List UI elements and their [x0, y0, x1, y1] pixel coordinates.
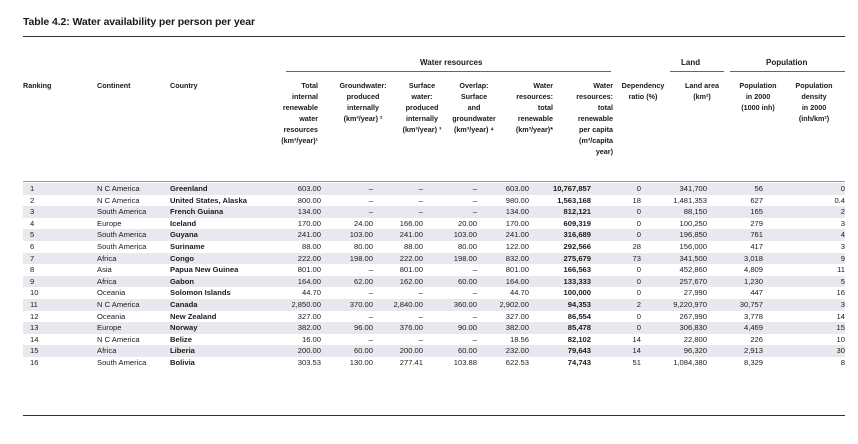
cell-dependency: 0 [591, 276, 641, 288]
header-dependency: Dependency ratio (%) [621, 81, 665, 101]
cell-country: Solomon Islands [170, 288, 231, 298]
cell-population-density: 10 [836, 334, 845, 344]
cell-continent: Europe [97, 218, 122, 228]
cell-population-density: 4 [763, 229, 845, 241]
cell-dependency: 0 [636, 311, 641, 321]
cell-total-internal: 16.00 [301, 334, 321, 344]
cell-population-2000: 627 [750, 195, 763, 205]
cell-ranking: 9 [23, 276, 97, 288]
cell-water-total: 44.70 [509, 288, 529, 298]
cell-dependency: 14 [591, 345, 641, 357]
cell-water-total: 327.00 [505, 311, 529, 321]
cell-population-2000: 4,809 [743, 265, 763, 275]
bottom-rule [23, 415, 845, 416]
cell-country: Iceland [170, 218, 197, 228]
table-row [23, 345, 845, 357]
cell-overlap: – [472, 334, 477, 344]
cell-continent: South America [97, 206, 170, 218]
cell-water-total: 241.00 [477, 229, 529, 241]
cell-ranking: 13 [23, 322, 97, 334]
cell-per-capita: 79,643 [529, 345, 591, 357]
cell-continent: Asia [97, 265, 112, 275]
cell-surface: 222.00 [373, 253, 423, 265]
cell-population-2000: 279 [750, 218, 763, 228]
cell-population-density: 16 [836, 288, 845, 298]
cell-total-internal: 327.00 [297, 311, 321, 321]
cell-continent: Africa [97, 345, 170, 357]
cell-country: Liberia [170, 345, 281, 357]
cell-ranking: 10 [30, 288, 39, 298]
cell-population-density: 11 [837, 265, 845, 275]
cell-surface: 277.41 [399, 357, 423, 367]
cell-per-capita: 609,319 [563, 218, 591, 228]
cell-total-internal: 44.70 [301, 288, 321, 298]
cell-dependency: 0 [636, 265, 641, 275]
cell-population-2000: 447 [750, 288, 763, 298]
table-row [23, 229, 845, 241]
cell-land-area: 1,481,353 [673, 195, 707, 205]
cell-groundwater: – [321, 183, 373, 195]
table-row [23, 264, 845, 276]
cell-continent: N C America [97, 334, 140, 344]
cell-groundwater: – [368, 334, 373, 344]
cell-population-density: 0 [763, 183, 845, 195]
cell-per-capita: 1,563,168 [557, 195, 591, 205]
cell-land-area: 267,990 [679, 311, 707, 321]
cell-dependency: 0 [636, 218, 641, 228]
cell-population-2000: 56 [707, 183, 763, 195]
cell-land-area: 257,670 [641, 276, 707, 288]
cell-per-capita: 316,689 [529, 229, 591, 241]
cell-dependency: 18 [632, 195, 641, 205]
cell-water-total: 232.00 [477, 345, 529, 357]
cell-continent: South America [97, 229, 170, 241]
header-total-internal: Total internal renewable water resources (km³/year)¹ [281, 81, 318, 145]
cell-groundwater: 130.00 [349, 357, 373, 367]
cell-dependency: 0 [591, 229, 641, 241]
cell-population-density: 14 [836, 311, 845, 321]
cell-overlap: – [472, 311, 477, 321]
cell-country: Norway [170, 322, 281, 334]
group-population-rule [730, 71, 845, 72]
cell-overlap: 103.00 [423, 229, 477, 241]
cell-country: Belize [170, 334, 192, 344]
cell-ranking: 5 [23, 229, 97, 241]
cell-surface: 88.00 [403, 241, 423, 251]
cell-land-area: 452,860 [679, 265, 707, 275]
cell-surface: – [373, 206, 423, 218]
header-surface: Surface water: produced internally (km³/year) ³ [402, 81, 442, 134]
cell-country: French Guiana [170, 206, 281, 218]
cell-population-2000: 1,230 [707, 276, 763, 288]
cell-total-internal: 200.00 [281, 345, 321, 357]
header-population-density: Population density in 2000 (inh/km²) [795, 81, 833, 123]
cell-per-capita: 166,563 [563, 265, 591, 275]
cell-water-total: 164.00 [477, 276, 529, 288]
table-row [23, 276, 845, 288]
cell-population-2000: 3,778 [743, 311, 763, 321]
cell-per-capita: 292,566 [563, 241, 591, 251]
cell-dependency: 28 [632, 241, 641, 251]
cell-total-internal: 2,850.00 [281, 299, 321, 311]
cell-groundwater: 80.00 [353, 241, 373, 251]
cell-water-total: 832.00 [477, 253, 529, 265]
cell-country: Guyana [170, 229, 281, 241]
cell-overlap: 198.00 [423, 253, 477, 265]
cell-surface: – [418, 311, 423, 321]
cell-groundwater: 198.00 [321, 253, 373, 265]
cell-total-internal: 164.00 [281, 276, 321, 288]
cell-population-density: 0.4 [834, 195, 845, 205]
cell-continent: South America [97, 357, 147, 367]
table-body [23, 183, 845, 369]
cell-groundwater: 62.00 [321, 276, 373, 288]
table-row [23, 241, 845, 253]
header-per-capita: Water resources: total renewable per capita (m³/capita year) [576, 81, 613, 156]
table-row [23, 195, 845, 207]
cell-overlap: 360.00 [423, 299, 477, 311]
cell-water-total: 801.00 [505, 265, 529, 275]
cell-overlap: – [472, 288, 477, 298]
cell-ranking: 14 [30, 334, 39, 344]
cell-continent: Oceania [97, 311, 126, 321]
cell-per-capita: 100,000 [563, 288, 591, 298]
cell-water-total: 134.00 [477, 206, 529, 218]
cell-population-density: 5 [763, 276, 845, 288]
cell-dependency: 14 [632, 334, 641, 344]
cell-dependency: 0 [591, 183, 641, 195]
cell-per-capita: 275,679 [529, 253, 591, 265]
cell-overlap: 90.00 [423, 322, 477, 334]
cell-ranking: 8 [30, 265, 35, 275]
cell-land-area: 88,150 [641, 206, 707, 218]
table-row [23, 334, 845, 346]
group-water-rule [286, 71, 611, 72]
cell-per-capita: 86,554 [567, 311, 591, 321]
group-land-rule [670, 71, 724, 72]
cell-surface: – [418, 288, 423, 298]
cell-overlap: – [472, 265, 477, 275]
cell-country: Suriname [170, 241, 205, 251]
cell-per-capita: 10,767,857 [529, 183, 591, 195]
cell-population-2000: 8,329 [743, 357, 763, 367]
cell-continent: South America [97, 241, 147, 251]
table-row [23, 357, 845, 369]
cell-population-density: 30 [763, 345, 845, 357]
cell-ranking: 1 [23, 183, 97, 195]
cell-surface: – [418, 195, 423, 205]
cell-land-area: 100,250 [679, 218, 707, 228]
cell-ranking: 12 [30, 311, 39, 321]
cell-total-internal: 382.00 [281, 322, 321, 334]
cell-groundwater: – [368, 288, 373, 298]
cell-population-density: 9 [763, 253, 845, 265]
cell-land-area: 196,850 [641, 229, 707, 241]
header-continent: Continent [97, 81, 131, 90]
cell-ranking: 4 [30, 218, 35, 228]
cell-water-total: 18.56 [509, 334, 529, 344]
cell-country: Gabon [170, 276, 281, 288]
header-rule [23, 181, 845, 182]
cell-overlap: – [472, 195, 477, 205]
cell-groundwater: 96.00 [321, 322, 373, 334]
cell-groundwater: 103.00 [321, 229, 373, 241]
cell-continent: Europe [97, 322, 170, 334]
cell-total-internal: 170.00 [297, 218, 321, 228]
cell-per-capita: 82,102 [567, 334, 591, 344]
cell-population-density: 15 [763, 322, 845, 334]
cell-dependency: 51 [632, 357, 641, 367]
header-overlap: Overlap: Surface and groundwater (km³/year) ⁴ [452, 81, 496, 134]
table-row [23, 218, 845, 230]
cell-overlap: 60.00 [423, 345, 477, 357]
cell-total-internal: 603.00 [281, 183, 321, 195]
cell-surface: 162.00 [373, 276, 423, 288]
cell-land-area: 306,830 [641, 322, 707, 334]
table-row [23, 311, 845, 323]
cell-surface: – [373, 183, 423, 195]
cell-overlap: – [423, 183, 477, 195]
cell-country: New Zealand [170, 311, 217, 321]
cell-water-total: 122.00 [505, 241, 529, 251]
cell-continent: Africa [97, 276, 170, 288]
cell-population-2000: 4,469 [707, 322, 763, 334]
cell-continent: Oceania [97, 288, 126, 298]
header-land-area: Land area (km²) [685, 81, 719, 101]
cell-total-internal: 241.00 [281, 229, 321, 241]
cell-land-area: 96,320 [641, 345, 707, 357]
cell-population-2000: 3,018 [707, 253, 763, 265]
cell-surface: 801.00 [399, 265, 423, 275]
cell-water-total: 622.53 [505, 357, 529, 367]
cell-overlap: – [423, 206, 477, 218]
cell-overlap: 103.88 [453, 357, 477, 367]
cell-continent: N C America [97, 183, 170, 195]
cell-dependency: 0 [591, 322, 641, 334]
table-row [23, 322, 845, 334]
cell-population-density: 3 [840, 241, 845, 251]
cell-groundwater: 370.00 [321, 299, 373, 311]
cell-water-total: 2,902.00 [477, 299, 529, 311]
cell-groundwater: – [368, 265, 373, 275]
cell-surface: 2,840.00 [373, 299, 423, 311]
cell-continent: N C America [97, 299, 170, 311]
cell-total-internal: 801.00 [297, 265, 321, 275]
cell-total-internal: 134.00 [281, 206, 321, 218]
cell-land-area: 341,500 [641, 253, 707, 265]
table-row [23, 299, 845, 311]
cell-per-capita: 85,478 [529, 322, 591, 334]
cell-land-area: 341,700 [641, 183, 707, 195]
cell-overlap: 80.00 [457, 241, 477, 251]
cell-land-area: 156,000 [679, 241, 707, 251]
cell-population-density: 3 [763, 299, 845, 311]
cell-country: Congo [170, 253, 281, 265]
top-rule [23, 36, 845, 37]
header-groundwater: Groundwater: produced internally (km³/year) ² [339, 81, 387, 123]
cell-dependency: 73 [591, 253, 641, 265]
cell-population-density: 8 [840, 357, 845, 367]
cell-population-2000: 30,757 [707, 299, 763, 311]
cell-ranking: 3 [23, 206, 97, 218]
cell-surface: 241.00 [373, 229, 423, 241]
cell-population-2000: 226 [750, 334, 763, 344]
cell-groundwater: – [321, 206, 373, 218]
cell-country: Bolivia [170, 357, 195, 367]
table-row [23, 287, 845, 299]
water-table [23, 183, 845, 369]
cell-population-2000: 165 [707, 206, 763, 218]
cell-land-area: 9,220,970 [641, 299, 707, 311]
cell-surface: 166.00 [399, 218, 423, 228]
cell-land-area: 27,990 [683, 288, 707, 298]
cell-country: United States, Alaska [170, 195, 247, 205]
cell-total-internal: 800.00 [297, 195, 321, 205]
cell-ranking: 6 [30, 241, 35, 251]
cell-land-area: 22,800 [683, 334, 707, 344]
group-population: Population [766, 58, 808, 67]
cell-overlap: 60.00 [423, 276, 477, 288]
cell-dependency: 0 [591, 206, 641, 218]
cell-per-capita: 812,121 [529, 206, 591, 218]
table-title: Table 4.2: Water availability per person per year [23, 16, 256, 28]
group-water-resources: Water resources [420, 58, 483, 67]
header-country: Country [170, 81, 198, 90]
cell-continent: Africa [97, 253, 170, 265]
cell-ranking: 7 [23, 253, 97, 265]
table-row [23, 253, 845, 265]
header-water-total: Water resources: total renewable (km³/year)* [515, 81, 553, 134]
cell-continent: N C America [97, 195, 140, 205]
cell-per-capita: 94,353 [529, 299, 591, 311]
header-population-2000: Population in 2000 (1000 inh) [739, 81, 777, 112]
table-row [23, 206, 845, 218]
cell-population-density: 3 [840, 218, 845, 228]
cell-total-internal: 222.00 [281, 253, 321, 265]
cell-per-capita: 74,743 [567, 357, 591, 367]
cell-country: Canada [170, 299, 281, 311]
cell-water-total: 170.00 [505, 218, 529, 228]
group-land: Land [681, 58, 701, 67]
cell-dependency: 2 [591, 299, 641, 311]
cell-groundwater: – [368, 311, 373, 321]
cell-country: Papua New Guinea [170, 265, 239, 275]
cell-water-total: 980.00 [505, 195, 529, 205]
cell-ranking: 16 [30, 357, 39, 367]
cell-per-capita: 133,333 [529, 276, 591, 288]
cell-groundwater: – [368, 195, 373, 205]
cell-total-internal: 88.00 [301, 241, 321, 251]
cell-total-internal: 303.53 [297, 357, 321, 367]
cell-population-2000: 417 [750, 241, 763, 251]
cell-overlap: 20.00 [457, 218, 477, 228]
cell-ranking: 15 [23, 345, 97, 357]
cell-population-2000: 2,913 [707, 345, 763, 357]
table-row [23, 183, 845, 195]
cell-population-2000: 761 [707, 229, 763, 241]
cell-groundwater: 60.00 [321, 345, 373, 357]
cell-population-density: 2 [763, 206, 845, 218]
cell-surface: 200.00 [373, 345, 423, 357]
cell-country: Greenland [170, 183, 281, 195]
cell-dependency: 0 [636, 288, 641, 298]
cell-surface: – [418, 334, 423, 344]
cell-groundwater: 24.00 [353, 218, 373, 228]
cell-water-total: 382.00 [477, 322, 529, 334]
cell-surface: 376.00 [373, 322, 423, 334]
cell-water-total: 603.00 [477, 183, 529, 195]
cell-land-area: 1,084,380 [673, 357, 707, 367]
header-ranking: Ranking [23, 81, 52, 90]
cell-ranking: 2 [30, 195, 35, 205]
cell-ranking: 11 [23, 299, 97, 311]
